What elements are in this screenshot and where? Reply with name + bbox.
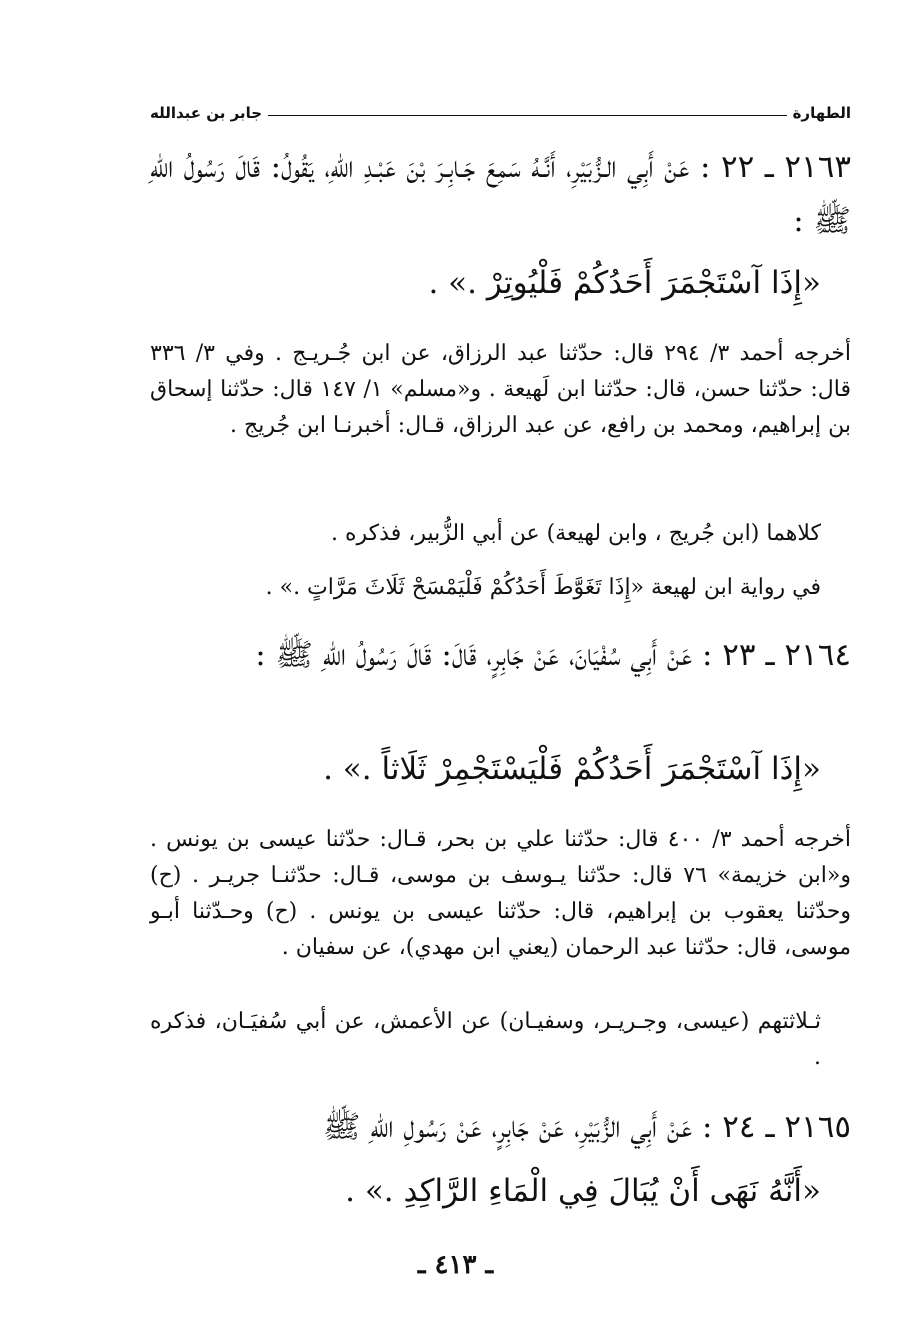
header-narrator: جابر بن عبدالله [150,104,263,122]
header-rule [268,115,787,116]
hadith-2163-matn: «إِذَا آسْتَجْمَرَ أَحَدُكُمْ فَلْيُوتِرْ .» . [428,265,821,301]
hadith-2164-matn: «إِذَا آسْتَجْمَرَ أَحَدُكُمْ فَلْيَسْتَجْمِرْ ثَلَاثاً .» . [323,751,821,787]
hadith-2164-note-1: ثـلاثتهم (عيسى، وجـريـر، وسفيـان) عن الأعمش، عن أبي سُفيَـان، فذكره . [150,1009,821,1070]
running-header [150,96,851,122]
header-chapter: الطهارة [792,104,851,122]
hadith-2163-note-2: في رواية ابن لهيعة «إِذَا تَغَوَّطَ أَحَدُكُمْ فَلْيَمْسَحْ ثَلَاثَ مَرَّاتٍ .» . [265,575,821,600]
hadith-2164-isnad: ٢١٦٤ ـ ٢٣ : عَنْ أَبِي سُفْيَانَ، عَنْ جَابِرٍ، قَالَ: قَالَ رَسُولُ اللهِ ﷺ : [255,637,851,673]
page-number: ـ ٤١٣ ـ [417,1250,494,1280]
hadith-2163-takhrij: أخرجه أحمد ٣/ ٢٩٤ قال: حدّثنا عبد الرزاق، عن ابن جُـريـج . وفي ٣/ ٣٣٦ قال: حدّثنا حسن، قال: حدّثنا ابن لَهيعة . و«مسلم» ١/ ١٤٧ قال: حدّثنا إسحاق بن إبراهيم، ومحمد بن رافع، عن عبد الرزاق، قـال: أخبرنـا ابن جُريج . [150,341,852,438]
hadith-2165-isnad: ٢١٦٥ ـ ٢٤ : عَنْ أَبِي الزُّبَيْرِ، عَنْ جَابِرٍ، عَنْ رَسُولِ اللهِ ﷺ [323,1109,851,1145]
hadith-2165-matn: «أَنَّهُ نَهَى أَنْ يُبَالَ فِي الْمَاءِ الرَّاكِدِ .» . [345,1173,821,1209]
hadith-2164-takhrij: أخرجه أحمد ٣/ ٤٠٠ قال: حدّثنا علي بن بحر، قـال: حدّثنا عيسى بن يونس . و«ابن خزيمة» ٧٦ قال: حدّثنا يـوسف بن موسى، قـال: حدّثنـا جريـر . (ح) وحدّثنا يعقوب بن إبراهيم، قال: حدّثنا عيسى بن يونس . (ح) وحـدّثنا أبـو موسى، قال: حدّثنا عبد الرحمان (يعني ابن مهدي)، عن سفيان . [150,827,852,960]
hadith-2163-note-1: كلاهما (ابن جُريج ، وابن لهيعة) عن أبي الزُّبير، فذكره . [331,521,821,546]
hadith-2163-isnad: ٢١٦٣ ـ ٢٢ : عَنْ أَبِي الـزُّبَيْرِ، أَنَّـهُ سَمِعَ جَـابِـرَ بْنَ عَبْـدِ اللهِ، يَقُولُ: قَالَ رَسُولُ اللهِ ﷺ : [150,149,851,239]
